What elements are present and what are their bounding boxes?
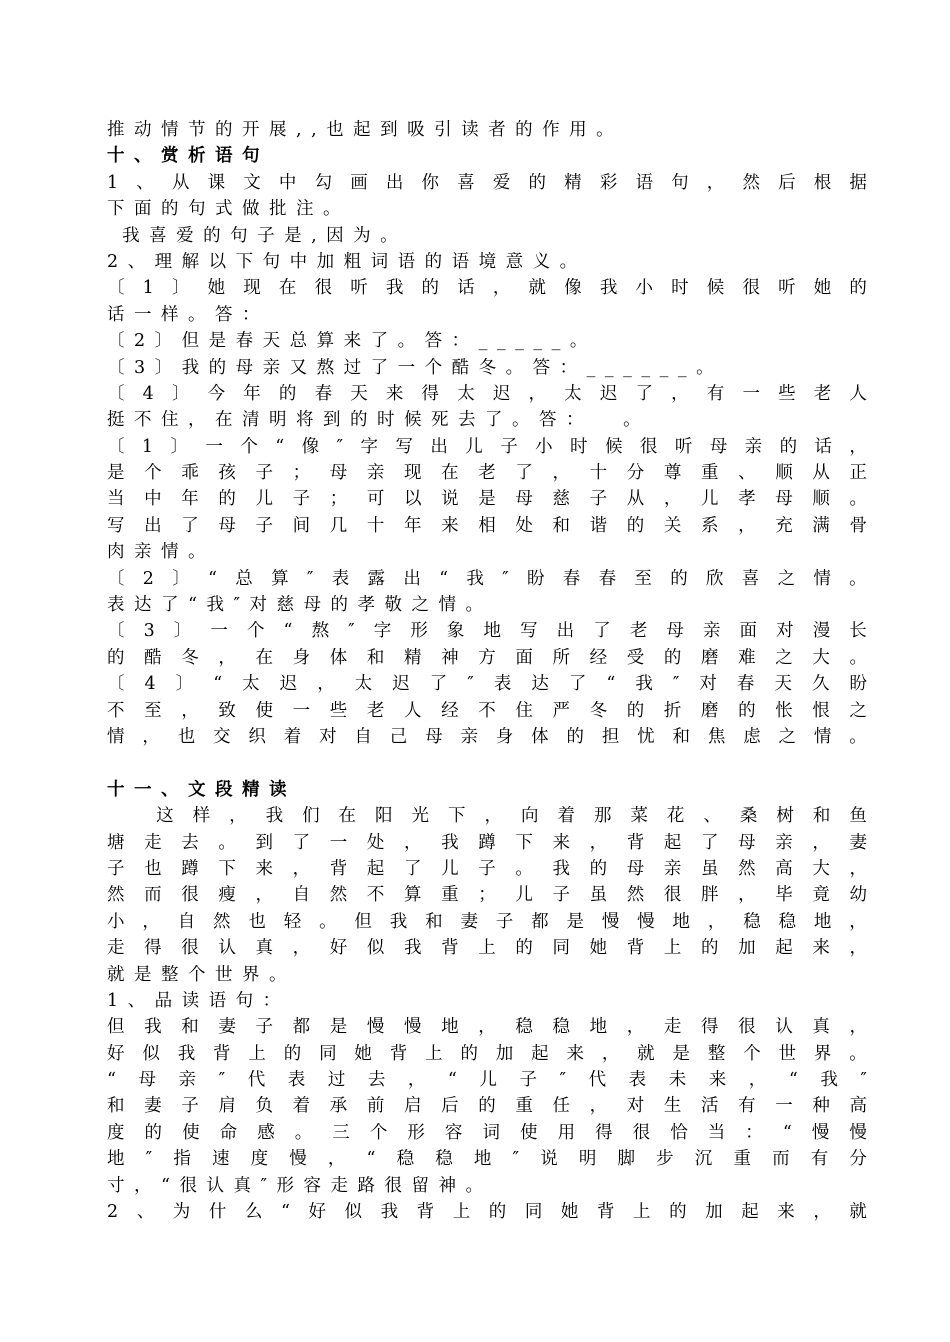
text-line: 子 也 蹲 下 来 ， 背 起 了 儿 子 。 我 的 母 亲 虽 然 高 大 ，	[107, 858, 867, 879]
text-line: 然 而 很 瘦 ， 自 然 不 算 重 ； 儿 子 虽 然 很 胖 ， 毕 竟 幼	[107, 885, 867, 906]
text-line: 但 我 和 妻 子 都 是 慢 慢 地 ， 稳 稳 地 ， 走 得 很 认 真 ，	[107, 1017, 867, 1038]
text-line: 〔 3 〕 一 个 “ 熬 ″ 字 形 象 地 写 出 了 老 母 亲 面 对 漫 长	[107, 621, 867, 642]
text-line: 下 面 的 句 式 做 批 注 。	[107, 199, 341, 220]
document-page	[107, 117, 867, 1225]
text-line: 〔 3 〕 我 的 母 亲 又 熬 过 了 一 个 酷 冬 。 答 ： _ _ _ _ _ _ 。	[107, 357, 714, 378]
text-line: 1 、 品 读 语 句 ：	[107, 990, 281, 1011]
text-line: 走 得 很 认 真 ， 好 似 我 背 上 的 同 她 背 上 的 加 起 来 ，	[107, 938, 867, 959]
text-line: 挺 不 住 ， 在 清 明 将 到 的 时 候 死 去 了 。 答 ： 。	[107, 410, 641, 431]
text-line: 表 达 了 “ 我 ″ 对 慈 母 的 孝 敬 之 情 。	[107, 595, 483, 616]
blank-line	[107, 750, 867, 776]
text-line: 〔 4 〕 “ 太 迟 ， 太 迟 了 ″ 表 达 了 “ 我 ″ 对 春 天 久 盼	[107, 674, 867, 695]
text-line: 〔 4 〕 今 年 的 春 天 来 得 太 迟 ， 太 迟 了 ， 有 一 些 老 人	[107, 383, 867, 404]
text-line: 写 出 了 母 子 间 几 十 年 来 相 处 和 谐 的 关 系 ， 充 满 骨	[107, 515, 867, 536]
text-line: 话 一 样 。 答 ：	[107, 304, 260, 325]
text-line: 〔 2 〕 但 是 春 天 总 算 来 了 。 答 ： _ _ _ _ _ 。	[107, 331, 588, 352]
text-line: 推 动 情 节 的 开 展 , , 也 起 到 吸 引 读 者 的 作 用 。	[107, 120, 614, 140]
text-line: “ 母 亲 ″ 代 表 过 去 ， “ 儿 子 ″ 代 表 未 来 ， “ 我 ″	[107, 1070, 867, 1091]
text-line: 〔 2 〕 “ 总 算 ″ 表 露 出 “ 我 ″ 盼 春 春 至 的 欣 喜 之 情 。	[107, 568, 867, 589]
text-line: 寸 ， “ 很 认 真 ″ 形 容 走 路 很 留 神 。	[107, 1175, 483, 1196]
text-line: 2 、 为 什 么 “ 好 似 我 背 上 的 同 她 背 上 的 加 起 来 ， 就	[107, 1202, 867, 1223]
text-line: 〔 1 〕 她 现 在 很 听 我 的 话 ， 就 像 我 小 时 候 很 听 她 的	[107, 278, 867, 299]
text-line: 1 、 从 课 文 中 勾 画 出 你 喜 爱 的 精 彩 语 句 ， 然 后 根 据	[107, 172, 867, 193]
text-line: 度 的 使 命 感 。 三 个 形 容 词 使 用 得 很 恰 当 ： “ 慢 慢	[107, 1122, 867, 1143]
text-line: 我 喜 爱 的 句 子 是 , 因 为 。	[122, 225, 398, 246]
text-line: 当 中 年 的 儿 子 ； 可 以 说 是 母 慈 子 从 ， 儿 孝 母 顺 。	[107, 489, 867, 510]
text-line: 情 ， 也 交 织 着 对 自 己 母 亲 身 体 的 担 忧 和 焦 虑 之 情 。	[107, 726, 867, 747]
text-line: 这 样 ， 我 们 在 阳 光 下 ， 向 着 那 菜 花 、 桑 树 和 鱼	[156, 806, 867, 827]
text-line: 就 是 整 个 世 界 。	[107, 964, 287, 985]
text-line: 是 个 乖 孩 子 ； 母 亲 现 在 老 了 ， 十 分 尊 重 、 顺 从 正	[107, 463, 867, 484]
text-line: 塘 走 去 。 到 了 一 处 ， 我 蹲 下 来 ， 背 起 了 母 亲 ， 妻	[107, 832, 867, 853]
text-line: 不 至 ， 致 使 一 些 老 人 经 不 住 严 冬 的 折 磨 的 怅 恨 之	[107, 700, 867, 721]
text-line: 肉 亲 情 。	[107, 542, 206, 563]
text-line: 和 妻 子 肩 负 着 承 前 启 后 的 重 任 ， 对 生 活 有 一 种 高	[107, 1096, 867, 1117]
text-line: 地 ″ 指 速 度 慢 ， “ 稳 稳 地 ″ 说 明 脚 步 沉 重 而 有 分	[107, 1149, 867, 1170]
text-line: 2 、 理 解 以 下 句 中 加 粗 词 语 的 语 境 意 义 。	[107, 251, 578, 272]
section-heading: 十 、 赏 析 语 句	[107, 146, 260, 167]
text-line: 好 似 我 背 上 的 同 她 背 上 的 加 起 来 ， 就 是 整 个 世 界 。	[107, 1043, 867, 1064]
text-line: 小 ， 自 然 也 轻 。 但 我 和 妻 子 都 是 慢 慢 地 ， 稳 稳 地 ，	[107, 911, 867, 932]
section-heading: 十 一 、 文 段 精 读	[107, 779, 287, 800]
text-line: 〔 1 〕 一 个 “ 像 ″ 字 写 出 儿 子 小 时 候 很 听 母 亲 的 话 ，	[107, 436, 867, 457]
text-line: 的 酷 冬 ， 在 身 体 和 精 神 方 面 所 经 受 的 磨 难 之 大 。	[107, 647, 867, 668]
